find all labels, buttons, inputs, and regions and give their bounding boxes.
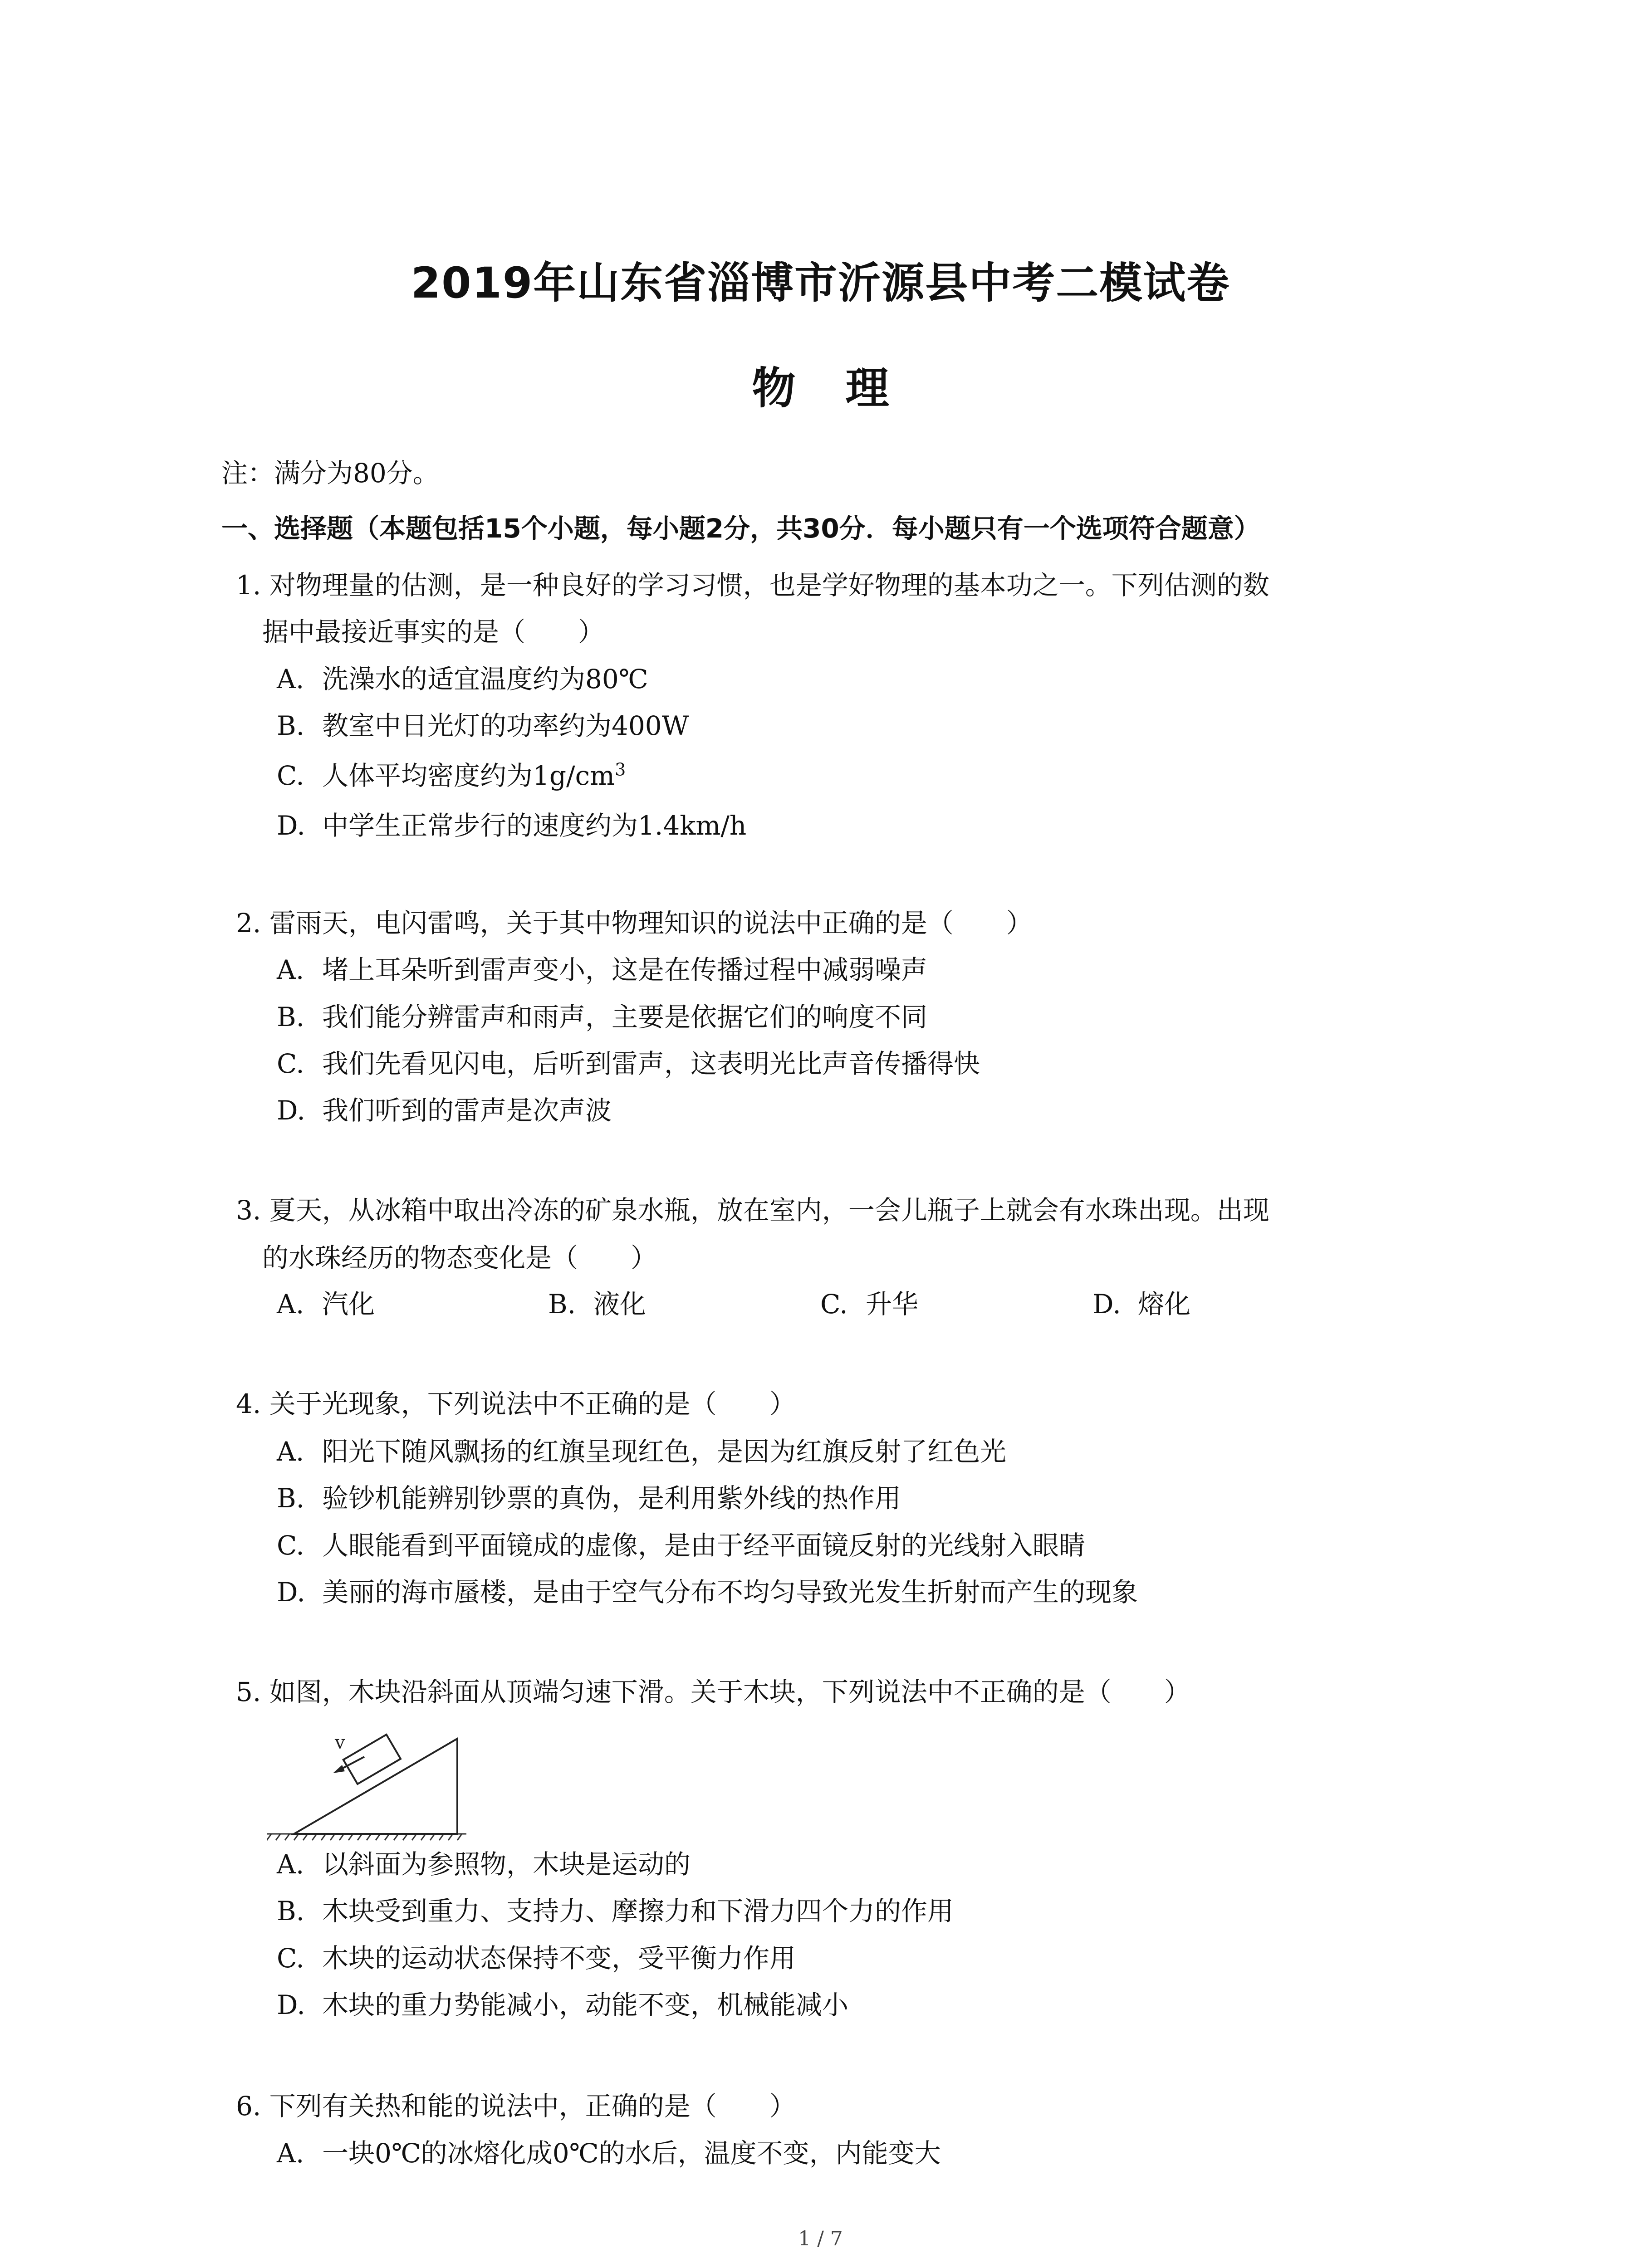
question-3-option-d [1092,1288,1190,1320]
question-5-option-b [277,1895,954,1927]
option-label: B. [277,1483,305,1514]
option-label: C. [277,1048,304,1079]
option-text: 汽化 [322,1289,375,1320]
question-2-line-1: 2. 雷雨天，电闪雷鸣，关于其中物理知识的说法中正确的是（ ） [236,908,1033,938]
option-text: 我们能分辨雷声和雨声，主要是依据它们的响度不同 [322,1002,928,1032]
option-text: 木块的重力势能减小，动能不变，机械能减小 [322,1989,849,2020]
question-1-option-b [277,710,689,742]
option-text: 堵上耳朵听到雷声变小，这是在传播过程中减弱噪声 [322,954,928,985]
option-label: B. [548,1289,576,1320]
question-2-option-b [277,1001,927,1033]
velocity-label: v [335,1732,345,1753]
question-3-option-b [548,1288,646,1320]
page-title: 2019年山东省淄博市沂源县中考二模试卷 [411,259,1230,308]
option-label: C. [277,1943,304,1974]
question-4-option-b [277,1482,901,1514]
question-4-option-d [277,1576,1138,1608]
option-text: 中学生正常步行的速度约为1.4km/h [322,810,747,841]
option-label: A. [277,2138,304,2169]
question-2-option-d [277,1095,612,1126]
option-label: C. [820,1289,848,1320]
option-text: 洗澡水的适宜温度约为80℃ [322,664,648,694]
section-heading: 一、选择题（本题包括15个小题，每小题2分，共30分．每小题只有一个选项符合题意） [221,513,1260,544]
option-text: 一块0℃的冰熔化成0℃的水后，温度不变，内能变大 [322,2138,941,2169]
option-label: D. [277,810,305,841]
question-6-option-a [277,2137,941,2169]
question-3-option-a [277,1288,375,1320]
option-text: 验钞机能辨别钞票的真伪，是利用紫外线的热作用 [322,1483,901,1514]
option-text: 木块的运动状态保持不变，受平衡力作用 [322,1943,796,1974]
score-note: 注：满分为80分。 [221,458,439,489]
subject-title: 物理 [752,363,939,414]
question-5-option-a [277,1848,691,1880]
question-2-option-a [277,954,927,986]
question-3-line-1: 3. 夏天，从冰箱中取出冷冻的矿泉水瓶，放在室内，一会儿瓶子上就会有水珠出现。出现 [236,1195,1269,1226]
question-6-line-1: 6. 下列有关热和能的说法中，正确的是（ ） [236,2091,796,2121]
question-5-option-d [277,1989,848,2021]
option-text: 我们听到的雷声是次声波 [322,1095,612,1126]
option-label: D. [277,1095,305,1126]
option-text: 木块受到重力、支持力、摩擦力和下滑力四个力的作用 [322,1896,954,1926]
ground-hatching [267,1834,466,1840]
question-5-line-1: 5. 如图，木块沿斜面从顶端匀速下滑。关于木块，下列说法中不正确的是（ ） [236,1677,1190,1707]
question-4-option-a [277,1436,1006,1467]
option-label: A. [277,1849,304,1880]
question-4-option-c [277,1530,1085,1561]
question-3-line-2: 的水珠经历的物态变化是（ ） [262,1242,657,1273]
option-label: A. [277,1436,304,1467]
option-text: 阳光下随风飘扬的红旗呈现红色，是因为红旗反射了红色光 [322,1436,1007,1467]
option-text: 美丽的海市蜃楼，是由于空气分布不均匀导致光发生折射而产生的现象 [322,1577,1138,1608]
option-text: 人体平均密度约为1g/cm [322,760,615,791]
option-label: C. [277,760,304,791]
option-label: A. [277,1289,304,1320]
option-label: B. [277,1896,305,1926]
inclined-plane-diagram [267,1721,475,1853]
question-5-option-c [277,1942,796,1974]
option-text: 熔化 [1138,1289,1191,1320]
question-1-option-a [277,663,648,695]
option-text: 教室中日光灯的功率约为400W [322,710,689,741]
option-label: B. [277,710,305,741]
question-2-option-c [277,1048,980,1080]
question-1-option-d [277,810,746,841]
option-label: D. [277,1989,305,2020]
question-3-option-c [820,1288,918,1320]
option-label: A. [277,954,304,985]
option-label: A. [277,664,304,694]
option-label: B. [277,1002,305,1032]
option-label: D. [277,1577,305,1608]
option-text: 液化 [593,1289,647,1320]
question-1-line-1: 1. 对物理量的估测，是一种良好的学习习惯，也是学好物理的基本功之一。下列估测的数 [236,570,1269,601]
page-number: 1 / 7 [798,2227,843,2250]
question-1-line-2: 据中最接近事实的是（ ） [262,616,605,647]
option-text: 我们先看见闪电，后听到雷声，这表明光比声音传播得快 [322,1048,980,1079]
question-1-option-c [277,760,626,792]
superscript: 3 [615,759,626,780]
option-label: C. [277,1530,304,1561]
option-label: D. [1092,1289,1121,1320]
question-4-line-1: 4. 关于光现象，下列说法中不正确的是（ ） [236,1388,796,1419]
option-text: 以斜面为参照物，木块是运动的 [322,1849,691,1880]
option-text: 升华 [866,1289,919,1320]
option-text: 人眼能看到平面镜成的虚像，是由于经平面镜反射的光线射入眼睛 [322,1530,1086,1561]
